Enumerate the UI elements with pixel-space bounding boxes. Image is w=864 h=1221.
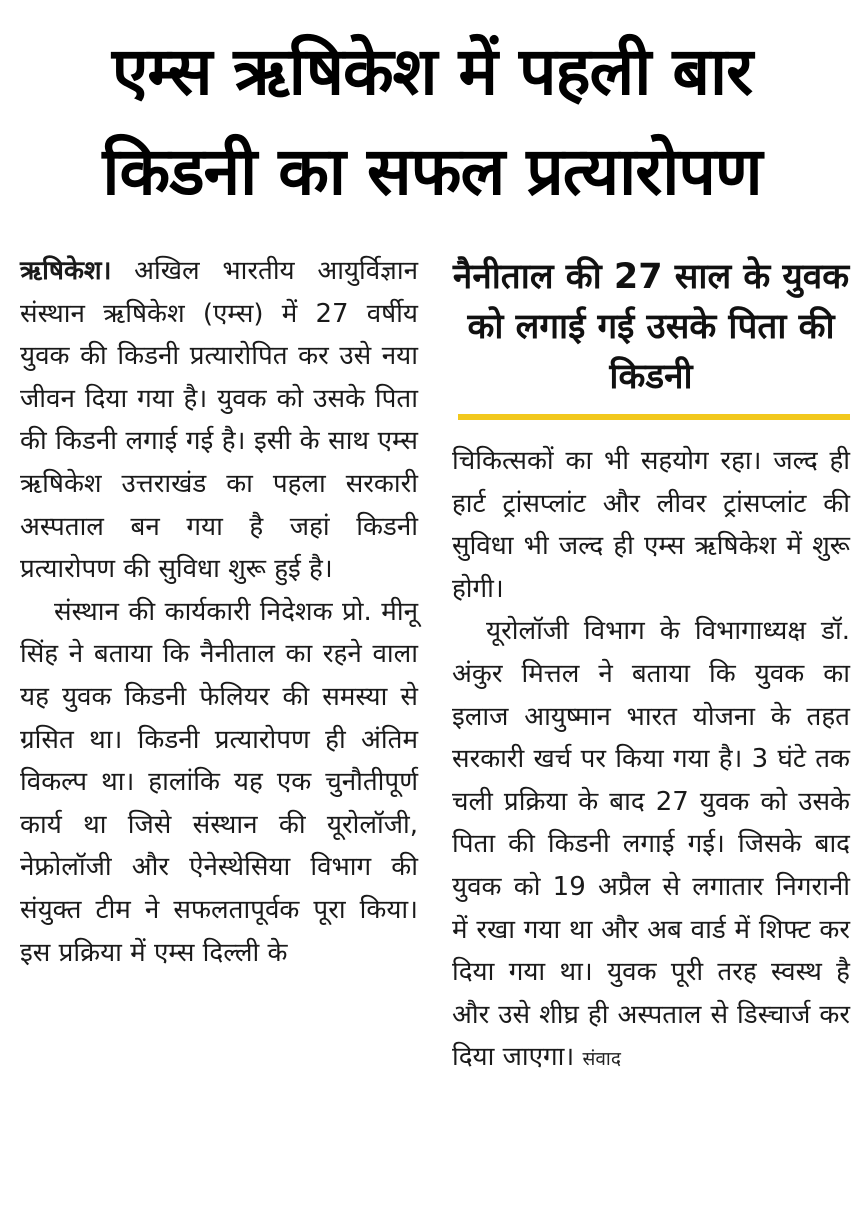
paragraph-1-text: अखिल भारतीय आयुर्विज्ञान संस्थान ऋषिकेश (एम्स) में 27 वर्षीय युवक की किडनी प्रत्यारोपित कर उसे नया जीवन दिया गया है। युवक को उसके पिता की किडनी लगाई गई है। इसी के साथ एम्स ऋषिकेश उत्तराखंड का पहला सरकारी अस्पताल बन गया है जहां किडनी प्रत्यारोपण की सुविधा शुरू हुई है। [20,256,418,585]
article-paragraph-4 [452,610,850,1081]
subheadline-divider [458,414,850,420]
paragraph-4-text: यूरोलॉजी विभाग के विभागाध्यक्ष डॉ. अंकुर मित्तल ने बताया कि युवक का इलाज आयुष्मान भारत योजना के तहत सरकारी खर्च पर किया गया है। 3 घंटे तक चली प्रक्रिया के बाद 27 युवक को उसके पिता की किडनी लगाई गई। जिसके बाद युवक को 19 अप्रैल से लगातार निगरानी में रखा गया था और अब वार्ड में शिफ्ट कर दिया गया था। युवक पूरी तरह स्वस्थ है और उसे शीघ्र ही अस्पताल से डिस्चार्ज कर दिया जाएगा। [452,616,850,1073]
subheadline: नैनीताल की 27 साल के युवक को लगाई गई उसके पिता की किडनी [452,257,850,397]
article-paragraph-2: संस्थान की कार्यकारी निदेशक प्रो. मीनू सिंह ने बताया कि नैनीताल का रहने वाला यह युवक किडनी फेलियर की समस्या से ग्रसित था। किडनी प्रत्यारोपण ही अंतिम विकल्प था। हालांकि यह एक चुनौतीपूर्ण कार्य था जिसे संस्थान की यूरोलॉजी, नेफ्रोलॉजी और ऐनेस्थेसिया विभाग की संयुक्त टीम ने सफलतापूर्वक पूरा किया। इस प्रक्रिया में एम्स दिल्ली के [20,596,418,968]
headline [14,22,850,222]
article-column-right [452,250,850,1081]
article-paragraph-1 [20,250,418,591]
article-paragraph-3: चिकित्सकों का भी सहयोग रहा। जल्द ही हार्ट ट्रांसप्लांट और लीवर ट्रांसप्लांट की सुविधा भी जल्द ही एम्स ऋषिकेश में शुरू होगी। [452,446,850,604]
dateline: ऋषिकेश। [20,256,112,286]
byline-credit: संवाद [582,1048,621,1071]
headline-line-2: किडनी का सफल प्रत्यारोपण [102,133,762,210]
headline-line-1: एम्स ऋषिकेश में पहली बार [111,33,753,110]
article-column-left [20,250,418,974]
